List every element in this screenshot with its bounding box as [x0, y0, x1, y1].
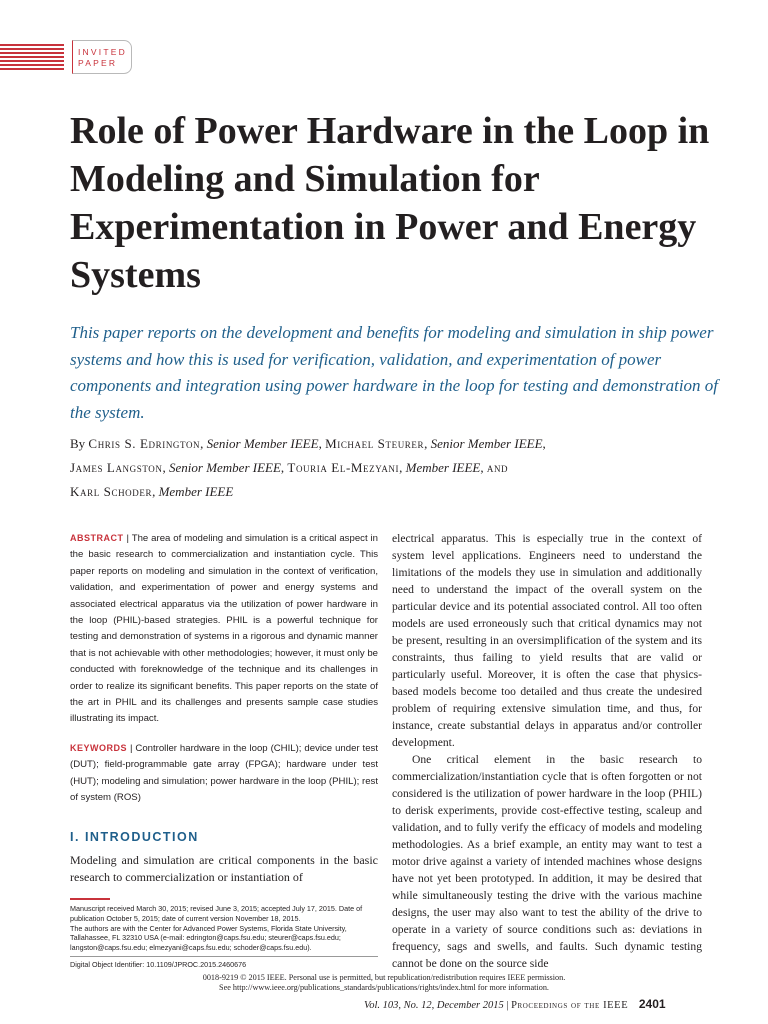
author-name: James Langston	[70, 460, 163, 475]
footnote	[70, 904, 378, 953]
by-label: By	[70, 436, 86, 451]
author-role: Member IEEE	[158, 484, 234, 499]
and-label: and	[486, 460, 509, 475]
abstract-label: ABSTRACT	[70, 533, 124, 543]
label-separator: |	[126, 533, 129, 544]
author-role: Senior Member IEEE	[169, 460, 281, 475]
footnote-rule	[70, 898, 110, 900]
badge-line-1: INVITED	[78, 47, 127, 57]
section-number: I.	[70, 830, 80, 844]
intro-paragraph: Modeling and simulation are critical components in the basic research to commercialization or instantiation of	[70, 853, 378, 884]
section-title: INTRODUCTION	[84, 830, 199, 844]
page-footer	[364, 997, 666, 1011]
right-column	[392, 530, 702, 972]
body-paragraph: electrical apparatus. This is especially true in the context of system level applications. Engineers need to understand the limitations of the models they use in simulation and additionally need to understand the impact of the overall system on the particular device and its potential associated control. All too often models are used erroneously such that critical dynamics may not be present, resulting in an oversimplification of the system and its constraints, thus failing to yield results that are valid or particularly useful. Moreover, it is often the case that physics-based models become too detailed and thus create the undesired problem of requiring extensive simulation time, and thus, for instance, create substantial delays in apparatus and/or controller development.	[392, 532, 702, 749]
author-role: Senior Member IEEE	[430, 436, 543, 451]
footnote-dates: Manuscript received March 30, 2015; revised June 3, 2015; accepted July 17, 2015. Date of publication October 5, 2015; date of current version November 18, 2015.	[70, 904, 363, 923]
abstract-block	[70, 530, 378, 728]
doi: Digital Object Identifier: 10.1109/JPROC.2015.2460676	[70, 960, 247, 969]
footer-separator: |	[506, 1000, 509, 1011]
author-name: Chris S. Edrington	[88, 436, 201, 451]
body-paragraph: One critical element in the basic research to commercialization/instantiation cycle that is often forgotten or not considered is the utilization of power hardware in the loop (PHIL) to derisk experiments, provide cost-effective testing, scaleup and validation, and to fully verify the efficacy of models and modeling methodologies. As a brief example, an entity may want to test a motor drive against a variety of intended machines whose designs have not yet been prototyped. In addition, it may be desired that while simultaneously testing the drive with the various machine designs, the user may also want to test the ability of the drive to operate in a variety of source conditions such as: deviations in frequency, sags and swells, and faults. Such dynamic testing cannot be done on the source side	[392, 753, 702, 970]
invited-paper-badge	[0, 40, 135, 76]
author-name: Touria El-Mezyani	[287, 460, 400, 475]
badge-line-2: PAPER	[78, 58, 118, 68]
keywords-label: KEYWORDS	[70, 742, 128, 753]
badge-stripes	[0, 44, 64, 72]
left-column	[70, 530, 378, 807]
author-role: Member IEEE	[405, 460, 481, 475]
author-name: Michael Steurer	[325, 436, 425, 451]
footnote-affiliation: The authors are with the Center for Advanced Power Systems, Florida State University, Tallahassee, FL 32310 USA (e-mail: edrington@caps.fsu.edu; steurer@caps.fsu.edu; langston@caps.fsu.edu; elmezyani@caps.fsu.edu; schoder@caps.fsu.edu).	[70, 923, 347, 953]
keywords-block	[70, 740, 378, 807]
citation: Vol. 103, No. 12, December 2015	[364, 1000, 504, 1011]
page-number: 2401	[638, 997, 666, 1011]
abstract-text: The area of modeling and simulation is a critical aspect in the basic research to commercialization and instantiation cycle. This paper reports on modeling and simulation in the context of verification, validation, and experimentation of power and energy systems and associated electrical apparatus via the utilization of power hardware in the loop (PHIL)-based strategies. PHIL is a powerful technique for testing and demonstration of systems in a rigorous and dynamic manner that is not achievable with other methodologies; however, it must only be conducted with foreknowledge of the technique and its challenges in order to realize its significant benefits. This paper reports on the state of the art in PHIL and its challenges and presents sample case studies illustrating its impact.	[70, 533, 379, 725]
label-separator: |	[129, 742, 133, 754]
badge-box	[72, 40, 132, 74]
author-name: Karl Schoder	[70, 484, 153, 499]
doi-divider	[70, 956, 378, 957]
copyright-line: 0018-9219 © 2015 IEEE. Personal use is permitted, but republication/redistribution requires IEEE permission.	[202, 973, 566, 982]
keywords-text: Controller hardware in the loop (CHIL); device under test (DUT); field-programmable gate array (FPGA); hardware under test (HUT); modeling and simulation; power hardware in the loop (PHIL); rest of system (ROS)	[70, 742, 378, 804]
section-heading	[70, 830, 199, 844]
lead-summary: This paper reports on the development and benefits for modeling and simulation in ship power systems and how this is used for verification, validation, and experimentation of power components and integration using power hardware in the loop for testing and demonstration of the system.	[70, 323, 719, 422]
copyright-notice	[0, 973, 768, 994]
author-list: By Chris S. Edrington, Senior Member IEEE, Michael Steurer, Senior Member IEEE, James Langston, Senior Member IEEE, Touria El-Mezyani, Member IEEE, and Karl Schoder, Member IEEE	[70, 436, 546, 499]
journal-name: Proceedings of the IEEE	[511, 1000, 629, 1011]
author-role: Senior Member IEEE	[206, 436, 319, 451]
paper-title: Role of Power Hardware in the Loop in Modeling and Simulation for Experimentation in Power and Energy Systems	[70, 110, 710, 296]
copyright-url: See http://www.ieee.org/publications_standards/publications/rights/index.html for more information.	[219, 983, 549, 993]
